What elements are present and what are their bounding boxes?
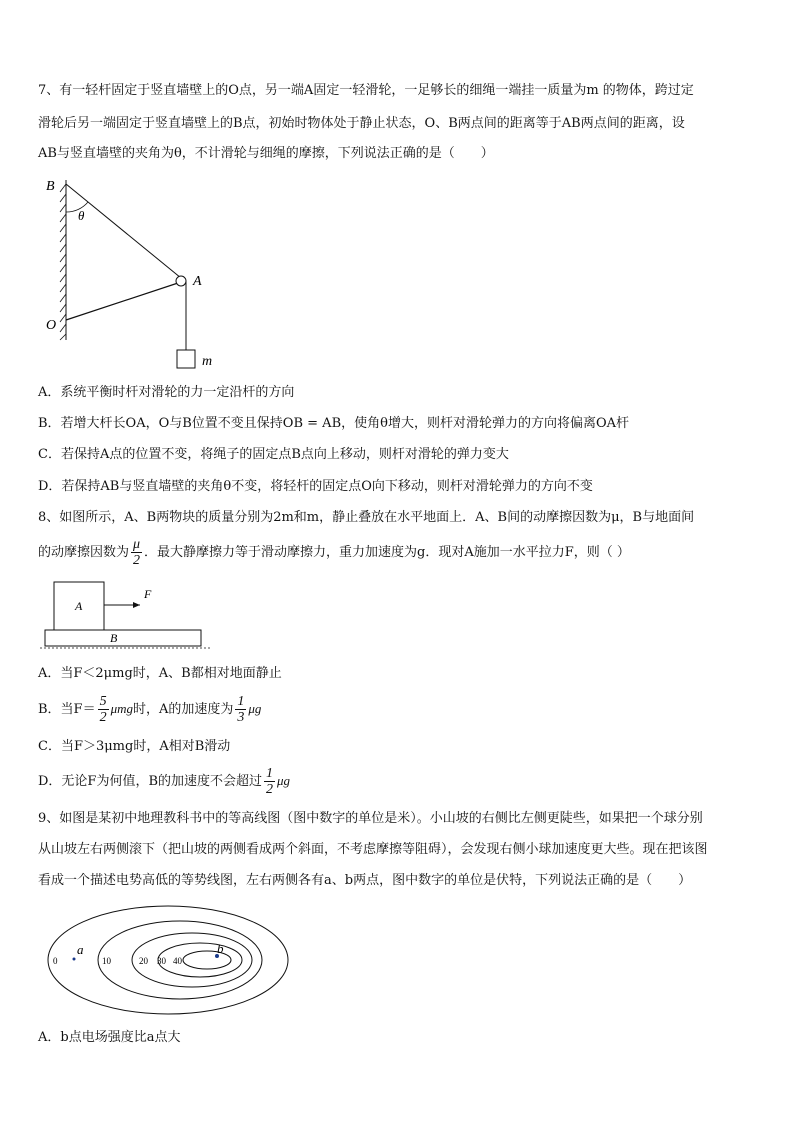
q8-line2-post: ．最大静摩擦力等于滑动摩擦力，重力加速度为g．现对A施加一水平拉力F，则（ ）: [144, 545, 630, 560]
fraction-1-over-2: [264, 766, 275, 797]
q8-line2-pre: 的动摩擦因数为: [38, 545, 130, 560]
label-F: F: [144, 587, 152, 601]
fraction-1-over-3: [235, 694, 246, 725]
q7-stem-line-3: AB与竖直墙壁的夹角为θ，不计滑轮与细绳的摩擦，下列说法正确的是（ ）: [38, 146, 494, 161]
q7-option-a: A．系统平衡时杆对滑轮的力一定沿杆的方向: [38, 385, 295, 400]
contour-20: [132, 933, 252, 987]
rod-OA: [66, 282, 181, 320]
contour-label-10: 10: [102, 956, 111, 966]
contour-40: [183, 951, 231, 969]
point-a: [73, 958, 76, 961]
q9-stem-line-2: 从山坡左右两侧滚下（把山坡的两侧看成两个斜面，不考虑摩擦等阻碍），会发现右侧小球加速度更大些。现在把该图: [38, 842, 708, 857]
contour-label-0: 0: [53, 956, 58, 966]
pulley: [176, 276, 186, 286]
q9-contour-figure: [40, 902, 300, 1017]
q8-option-b: [38, 692, 261, 727]
frac-den: 3: [237, 710, 245, 725]
q7-option-c: C．若保持A点的位置不变，将绳子的固定点B点向上移动，则杆对滑轮的弹力变大: [38, 447, 509, 462]
q7-stem-line-1: 7、有一轻杆固定于竖直墙壁上的O点，另一端A固定一轻滑轮，一足够长的细绳一端挂一质量为m 的物体，跨过定: [38, 83, 694, 98]
force-arrow-head: [133, 602, 140, 608]
contour-label-40: 40: [173, 956, 182, 966]
label-B: B: [110, 631, 118, 645]
fraction-mu-over-2: [131, 537, 142, 568]
rope-BA: [66, 184, 181, 278]
mass-block: [177, 350, 195, 368]
contour-label-30: 30: [157, 956, 166, 966]
q8-stem-line-2: [38, 536, 630, 570]
label-a: a: [77, 942, 84, 957]
label-B: B: [46, 179, 55, 194]
theta-arc: [66, 202, 88, 212]
label-m: m: [202, 354, 213, 369]
block-B: [45, 630, 201, 646]
q7-option-b: B．若增大杆长OA，O与B位置不变且保持OB = AB，使角θ增大，则杆对滑轮弹力的方向将偏离OA杆: [38, 416, 629, 431]
frac-den: 2: [266, 782, 273, 797]
optb-pre: B．当F＝: [38, 702, 96, 717]
contour-label-20: 20: [139, 956, 148, 966]
q8-option-c: C．当F＞3μmg时，A相对B滑动: [38, 739, 231, 754]
q8-option-a: A．当F＜2μmg时，A、B都相对地面静止: [38, 666, 282, 681]
q7-stem-line-2: 滑轮后另一端固定于竖直墙壁上的B点，初始时物体处于静止状态，O、B两点间的距离等于AB两点间的距离，设: [38, 116, 685, 131]
frac-num: μ: [133, 537, 141, 552]
q9-stem-line-3: 看成一个描述电势高低的等势线图，左右两侧各有a、b两点，图中数字的单位是伏特，下列说法正确的是（ ）: [38, 873, 692, 888]
frac-num: 1: [266, 766, 273, 781]
frac-den: 2: [133, 553, 141, 568]
frac-num: 1: [237, 694, 245, 709]
label-A: A: [75, 599, 83, 613]
label-O: O: [46, 318, 57, 333]
label-A: A: [193, 274, 202, 289]
wall: [60, 180, 66, 340]
label-b: b: [217, 941, 224, 956]
frac-num: 5: [99, 694, 107, 709]
contour-30: [158, 943, 242, 977]
q7-pulley-figure: [40, 172, 230, 372]
q8-stem-line-1: 8、如图所示，A、B两物块的质量分别为2m和m，静止叠放在水平地面上．A、B间的动摩擦因数为μ，B与地面间: [38, 510, 695, 525]
optd-pre: D．无论F为何值，B的加速度不会超过: [38, 774, 262, 789]
fraction-5-over-2: [98, 694, 109, 725]
label-theta: θ: [78, 208, 85, 223]
optb-mid: 时，A的加速度为: [133, 702, 234, 717]
optb-mumg: μmg: [110, 701, 133, 716]
q8-blocks-figure: [40, 578, 220, 653]
optd-mug: μg: [277, 773, 291, 788]
q9-stem-line-1: 9、如图是某初中地理教科书中的等高线图（图中数字的单位是米）。小山坡的右侧比左侧更陡些，如果把一个球分别: [38, 811, 703, 826]
q9-option-a: A．b点电场强度比a点大: [38, 1030, 181, 1045]
frac-den: 2: [99, 710, 107, 725]
q8-option-d: [38, 764, 290, 799]
optb-mug: μg: [248, 701, 262, 716]
q7-option-d: D．若保持AB与竖直墙壁的夹角θ不变，将轻杆的固定点O向下移动，则杆对滑轮弹力的方向不变: [38, 479, 593, 494]
